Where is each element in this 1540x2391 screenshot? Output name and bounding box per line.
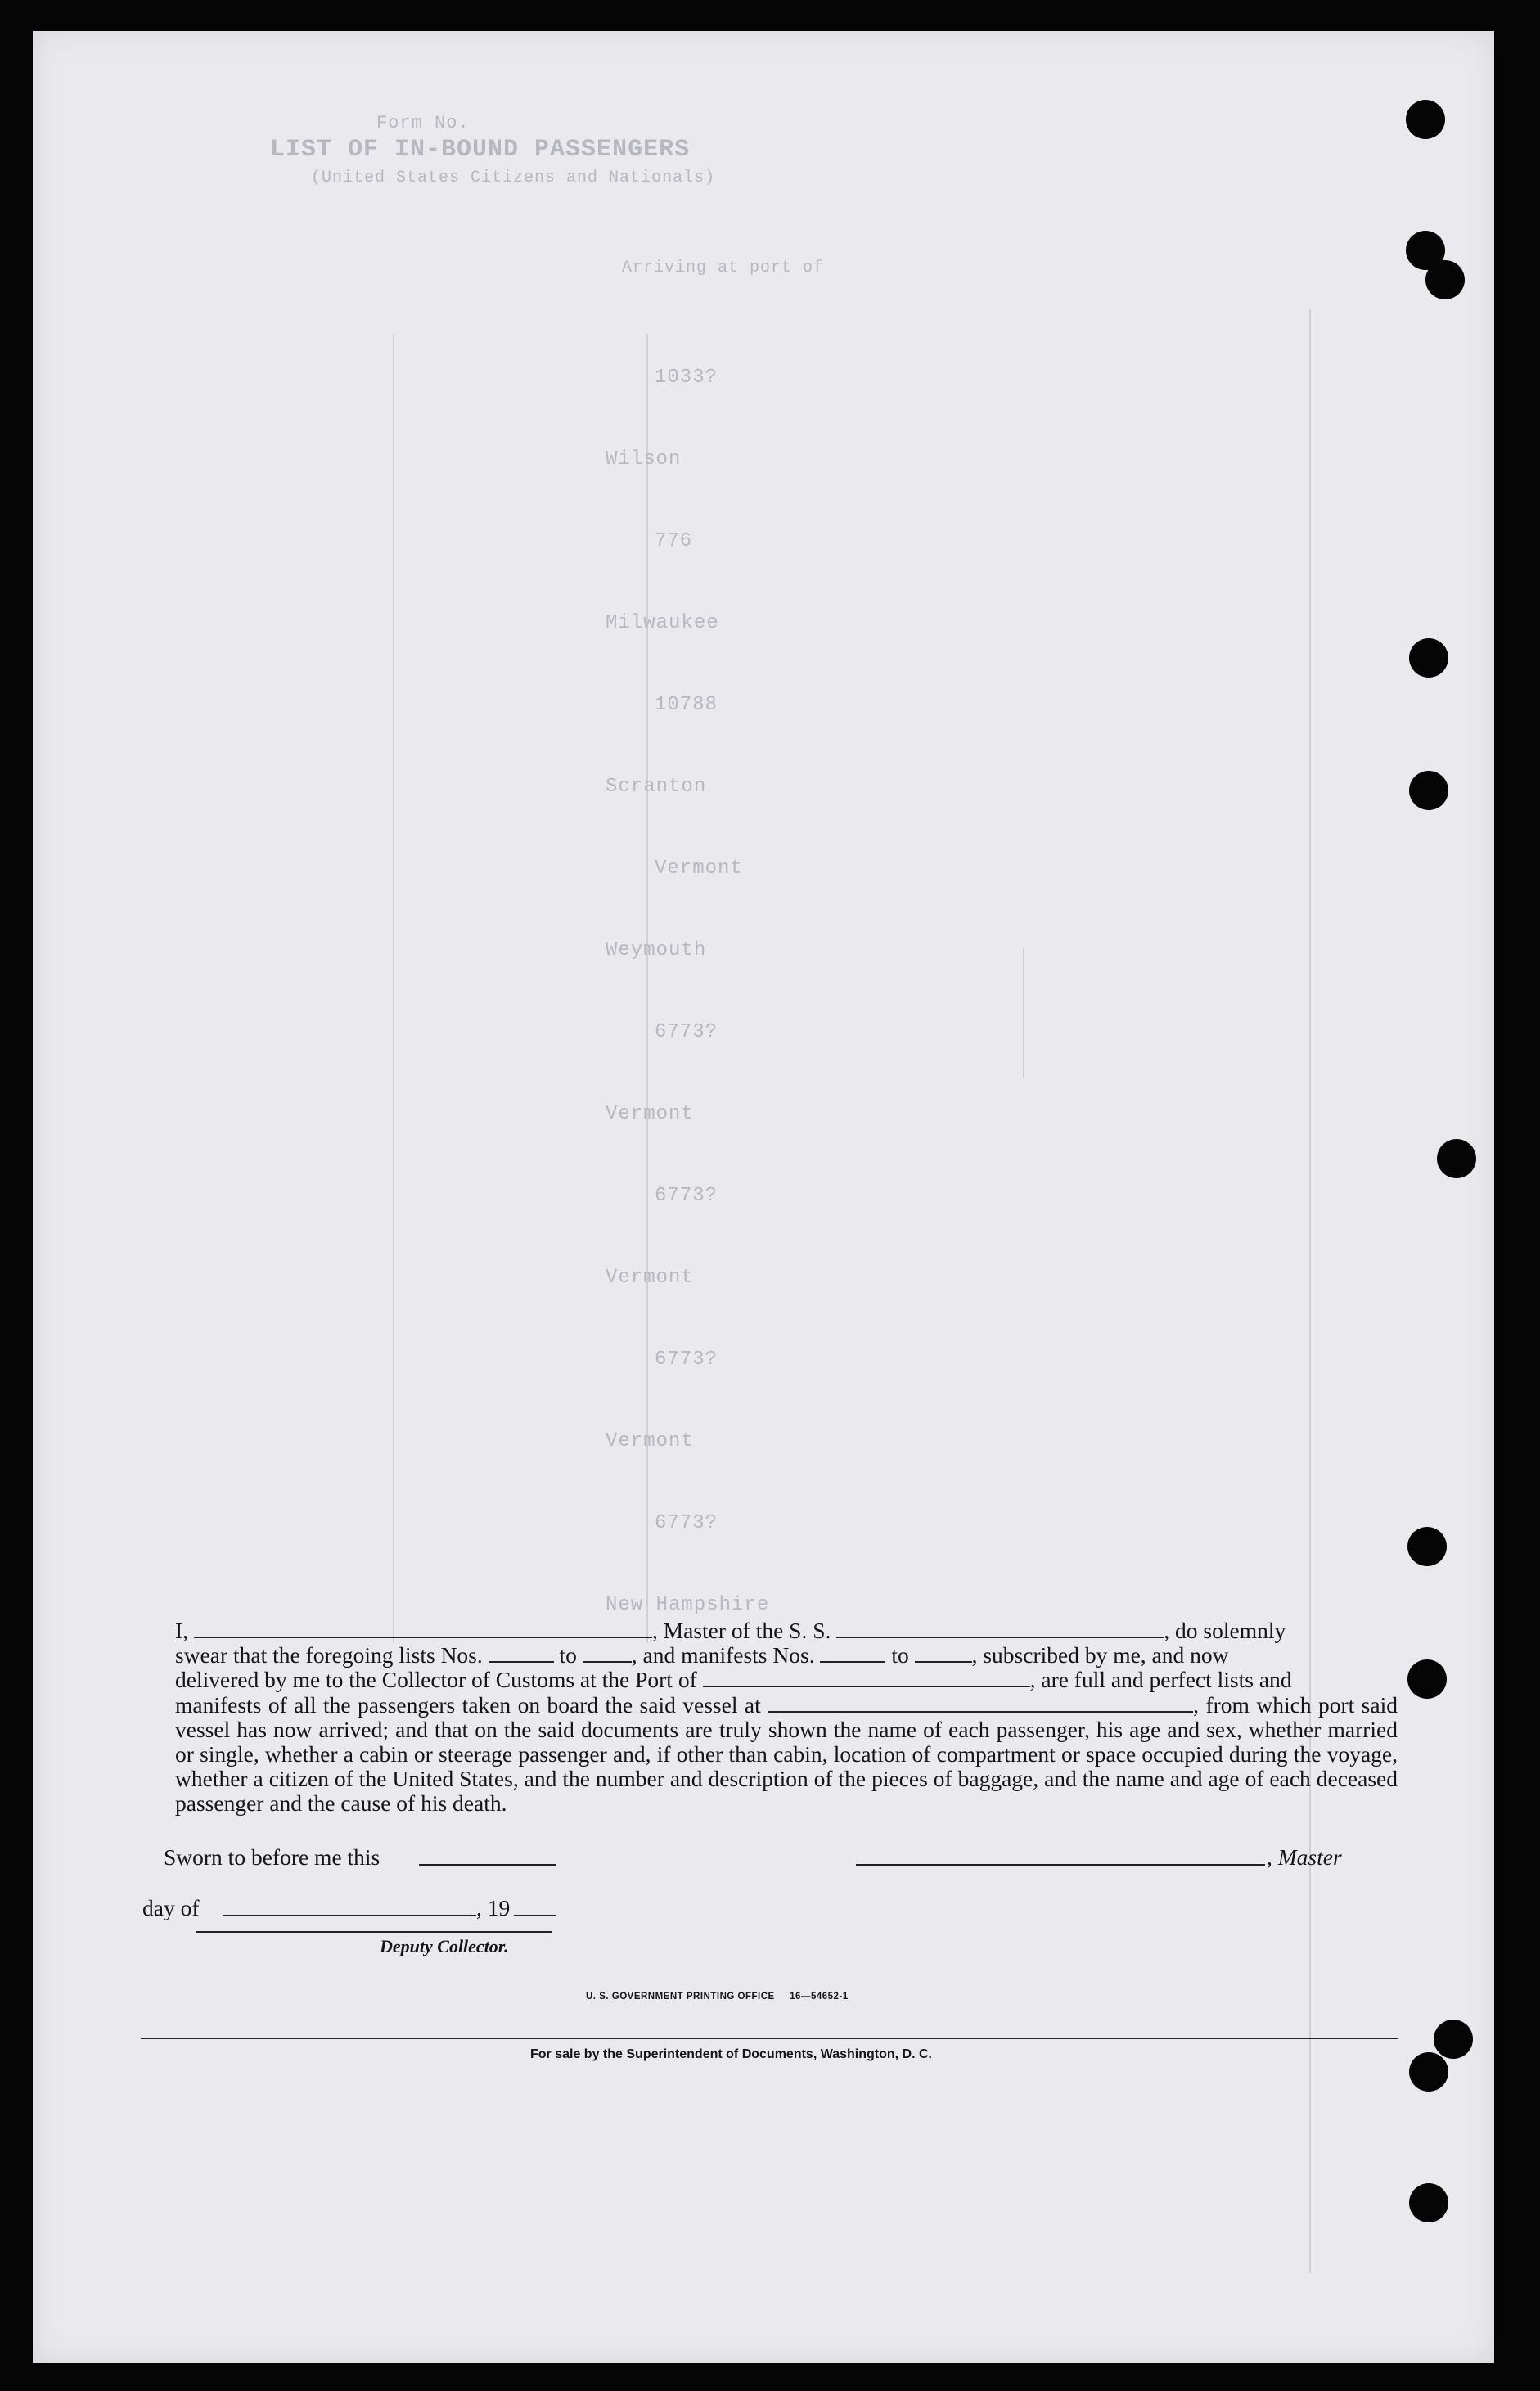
- punch-hole: [1409, 2052, 1448, 2092]
- year-prefix: , 19: [476, 1895, 511, 1920]
- punch-hole: [1407, 1659, 1447, 1699]
- bleed-entry: Vermont: [606, 1103, 694, 1125]
- oath-do-solemnly: , do solemnly: [1164, 1618, 1286, 1643]
- oath-to-1: to: [559, 1642, 577, 1668]
- oath-to-2: to: [891, 1642, 909, 1668]
- footer-rule: [141, 2038, 1398, 2039]
- punch-hole: [1425, 260, 1465, 299]
- lists-to-blank[interactable]: [583, 1645, 632, 1663]
- bleed-entry: 6773?: [655, 1021, 718, 1043]
- bleed-column-rule: [393, 334, 394, 1643]
- bleed-entry: 6773?: [655, 1185, 718, 1207]
- punch-hole: [1409, 2183, 1448, 2222]
- punch-hole: [1406, 100, 1445, 139]
- oath-delivered: delivered by me to the Collector of Customs at the Port of: [175, 1667, 697, 1693]
- bleed-entry: 1033?: [655, 367, 718, 389]
- punch-hole: [1434, 2020, 1473, 2059]
- bleed-entry: Vermont: [606, 1267, 694, 1289]
- sworn-label: Sworn to before me this: [164, 1844, 380, 1870]
- bleed-entry: New Hampshire: [606, 1594, 770, 1616]
- deputy-collector-label: Deputy Collector.: [380, 1936, 509, 1956]
- year-blank[interactable]: [514, 1915, 556, 1916]
- bleed-header-sub: (United States Citizens and Nationals): [311, 169, 716, 187]
- manifests-from-blank[interactable]: [820, 1645, 885, 1663]
- bleed-column-rule: [1309, 309, 1311, 2273]
- bleed-entry: 776: [655, 530, 693, 552]
- punch-hole: [1409, 638, 1448, 678]
- bleed-column-rule: [1023, 948, 1024, 1078]
- day-of-label: day of: [142, 1895, 200, 1920]
- oath-manifests-all: manifests of all the passengers taken on board the said vessel at: [175, 1691, 761, 1718]
- bleed-entry: Wilson: [606, 448, 682, 471]
- embark-port-blank[interactable]: [768, 1695, 1193, 1713]
- bleed-entry: 6773?: [655, 1349, 718, 1371]
- oath-i: I,: [175, 1618, 189, 1643]
- oath-body: port said vessel has now arrived; and that on the said documents are truly shown the name of each passenger, his age and sex, whether married or single, whether a cabin or steerage passenger and, if other than cabin, location of compartment or space occupied during the voyage, whether a citizen of the United States, and the number and description of the pieces of baggage, and the name and age of each deceased passenger and the cause of his death.: [175, 1691, 1398, 1817]
- bleed-arriving: Arriving at port of: [622, 259, 825, 277]
- bleed-entry: Vermont: [606, 1430, 694, 1452]
- port-blank[interactable]: [703, 1669, 1030, 1687]
- manifests-to-blank[interactable]: [915, 1645, 972, 1663]
- sworn-date-blank[interactable]: [419, 1864, 556, 1866]
- bleed-entry: Vermont: [655, 858, 743, 880]
- oath-and-manifests: , and manifests Nos.: [631, 1642, 815, 1668]
- master-label: , Master: [1267, 1844, 1342, 1870]
- master-name-blank[interactable]: [194, 1620, 652, 1638]
- punch-hole: [1407, 1527, 1447, 1566]
- for-sale-notice: For sale by the Superintendent of Documents, Washington, D. C.: [530, 2047, 932, 2061]
- month-blank[interactable]: [223, 1915, 476, 1916]
- oath-from-which: , from which: [1193, 1691, 1312, 1718]
- lists-from-blank[interactable]: [489, 1645, 554, 1663]
- master-signature-blank[interactable]: [856, 1864, 1265, 1866]
- oath-swear: swear that the foregoing lists Nos.: [175, 1642, 483, 1668]
- oath-subscribed: , subscribed by me, and now: [971, 1642, 1229, 1668]
- printing-office-imprint: U. S. GOVERNMENT PRINTING OFFICE 16—54652-1: [586, 1992, 849, 2002]
- bleed-entry: Weymouth: [606, 939, 707, 961]
- oath-full-perfect: , are full and perfect lists and: [1029, 1667, 1292, 1693]
- vessel-name-blank[interactable]: [836, 1620, 1164, 1638]
- bleed-entry: 6773?: [655, 1512, 718, 1534]
- document-page: [33, 31, 1494, 2363]
- master-oath: [175, 1619, 1398, 1817]
- deputy-signature-blank[interactable]: [196, 1931, 552, 1933]
- punch-hole: [1437, 1139, 1476, 1178]
- bleed-entry: Scranton: [606, 776, 707, 798]
- bleed-entry: 10788: [655, 694, 718, 716]
- oath-master-ss: , Master of the S. S.: [651, 1618, 831, 1643]
- bleed-header-title: LIST OF IN-BOUND PASSENGERS: [270, 136, 691, 164]
- punch-hole: [1409, 771, 1448, 810]
- bleed-form-no: Form No.: [376, 113, 470, 133]
- bleed-entry: Milwaukee: [606, 612, 719, 634]
